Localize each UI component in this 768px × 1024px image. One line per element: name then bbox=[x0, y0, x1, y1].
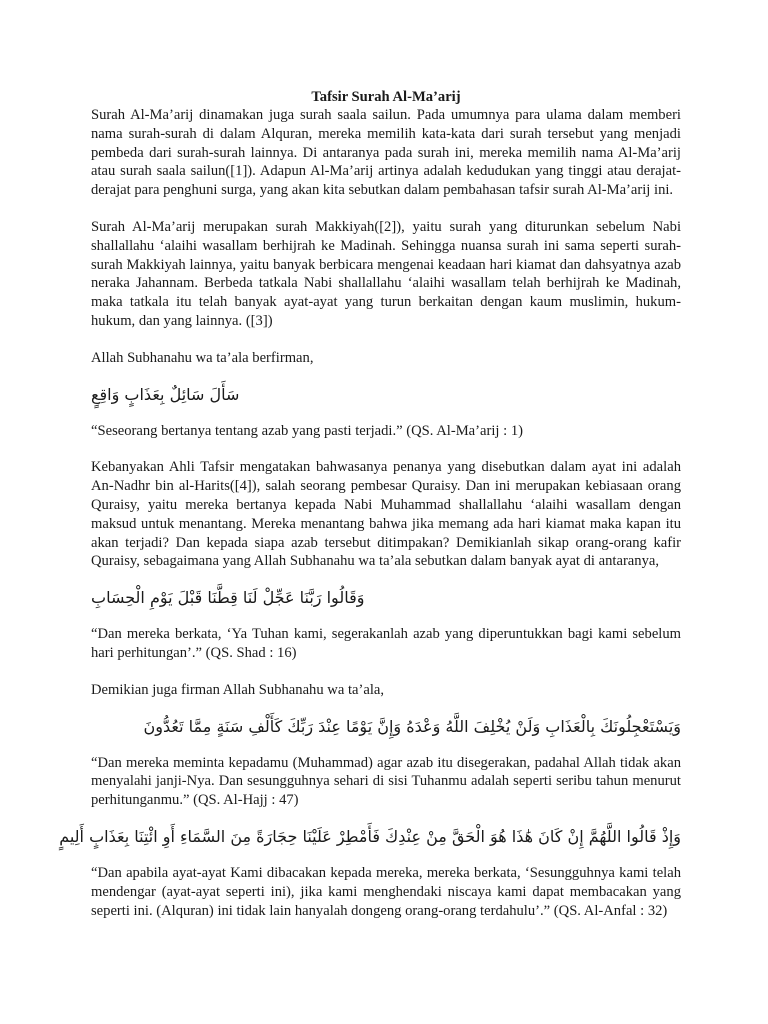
ahli-tafsir-paragraph: Kebanyakan Ahli Tafsir mengatakan bahwasanya penanya yang disebutkan dalam ayat ini adalah An-Nadhr bin al-Harits([4]), salah seorang pembesar Quraisy. Dan ini merupakan kebiasaan orang Quraisy, yaitu mereka bertanya kepada Nabi Muhammad shallallahu ‘alaihi wasallam dengan maksud untuk menantang. Mereka menantang bahwa jika memang ada hari kiamat maka kapan itu akan terjadi? Dan kepada siapa azab tersebut ditimpakan? Demikianlah sikap orang-orang kafir Quraisy, sebagaimana yang Allah Subhanahu wa ta’ala sebutkan dalam banyak ayat di antaranya, bbox=[91, 459, 681, 570]
translation-1: “Seseorang bertanya tentang azab yang pasti terjadi.” (QS. Al-Ma’arij : 1) bbox=[91, 422, 523, 439]
translation-3: “Dan mereka meminta kepadamu (Muhammad) agar azab itu disegerakan, padahal Allah tidak akan menyalahi janji-Nya. Dan sesungguhnya sehari di sisi Tuhanmu adalah seperti seribu tahun menurut perhitunganmu.” (QS. Al-Hajj : 47) bbox=[91, 754, 681, 809]
page-title: Tafsir Surah Al-Ma’arij bbox=[311, 89, 461, 105]
arabic-verse-4: وَإِذْ قَالُوا اللَّهُمَّ إِنْ كَانَ هَٰذَا هُوَ الْحَقَّ مِنْ عِنْدِكَ فَأَمْطِرْ عَلَيْنَا حِجَارَةً مِنَ السَّمَاءِ أَوِ ائْتِنَا بِعَذَابٍ أَلِيمٍ bbox=[59, 826, 681, 846]
intro-paragraph: Surah Al-Ma’arij dinamakan juga surah saala sailun. Pada umumnya para ulama dalam memberi nama surah-surah di dalam Alquran, mereka memilih kata-kata dari surah tersebut yang menjadi pembeda dari surah-surah lainnya. Di antaranya pada surah ini, mereka memilih nama Al-Ma’arij atau surah saala sailun([1]). Adapun Al-Ma’arij artinya adalah kedudukan yang tinggi atau derajat-derajat para penghuni surga, yang akan kita sebutkan dalam pembahasan tafsir surah Al-Ma’arij ini. bbox=[91, 107, 681, 199]
arabic-verse-1: سَأَلَ سَائِلٌ بِعَذَابٍ وَاقِعٍ bbox=[91, 384, 240, 404]
firman-intro-2: Demikian juga firman Allah Subhanahu wa ta’ala, bbox=[91, 681, 385, 698]
translation-4: “Dan apabila ayat-ayat Kami dibacakan kepada mereka, mereka berkata, ‘Sesungguhnya kami telah mendengar (ayat-ayat seperti ini), jika kami menghendaki niscaya kami dapat membacakan yang seperti ini. (Alquran) ini tidak lain hanyalah dongeng orang-orang terdahulu’.” (QS. Al-Anfal : 32) bbox=[91, 864, 681, 919]
firman-intro-1: Allah Subhanahu wa ta’ala berfirman, bbox=[91, 349, 314, 366]
arabic-verse-3: وَيَسْتَعْجِلُونَكَ بِالْعَذَابِ وَلَنْ يُخْلِفَ اللَّهُ وَعْدَهُ وَإِنَّ يَوْمًا عِنْدَ رَبِّكَ كَأَلْفِ سَنَةٍ مِمَّا تَعُدُّونَ bbox=[143, 716, 681, 736]
translation-2: “Dan mereka berkata, ‘Ya Tuhan kami, segerakanlah azab yang diperuntukkan bagi kami sebelum hari perhitungan’.” (QS. Shad : 16) bbox=[91, 626, 681, 661]
makkiyah-paragraph: Surah Al-Ma’arij merupakan surah Makkiyah([2]), yaitu surah yang diturunkan sebelum Nabi shallallahu ‘alaihi wasallam berhijrah ke Madinah. Sehingga nuansa surah ini sama seperti surah-surah Makkiyah lainnya, yaitu banyak berbicara mengenai keadaan hari kiamat dan dahsyatnya azab neraka Jahannam. Berbeda tatkala Nabi shallallahu ‘alaihi wasallam telah berhijrah ke Madinah, maka tatkala itu telah banyak ayat-ayat yang turun berkaitan dengan kaum muslimin, hukum-hukum, dan yang lainnya. ([3]) bbox=[91, 218, 681, 329]
arabic-verse-2: وَقَالُوا رَبَّنَا عَجِّلْ لَنَا قِطَّنَا قَبْلَ يَوْمِ الْحِسَابِ bbox=[91, 588, 365, 608]
